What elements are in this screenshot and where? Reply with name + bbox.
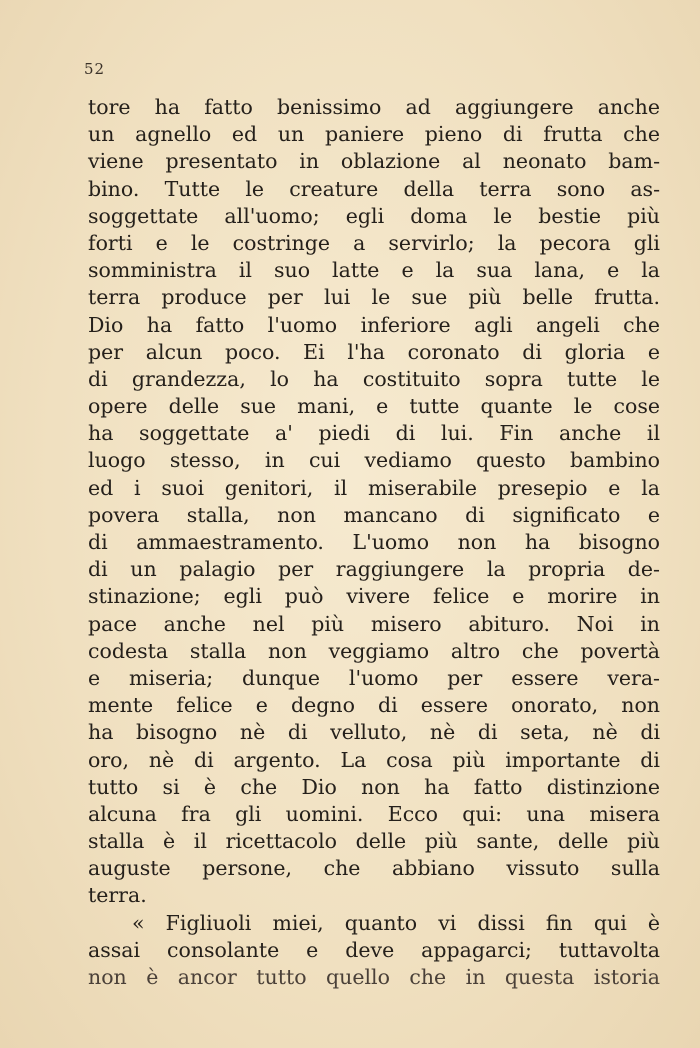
- text-line: codesta stalla non veggiamo altro che povertà: [88, 638, 660, 663]
- text-line: di un palagio per raggiungere la propria de-: [88, 557, 660, 582]
- text-line: stinazione; egli può vivere felice e morire in: [88, 584, 660, 609]
- text-line: di grandezza, lo ha costituito sopra tutte le: [88, 366, 660, 391]
- text-line: soggettate all'uomo; egli doma le bestie più: [88, 203, 660, 228]
- body-text: [88, 94, 660, 991]
- text-line: oro, nè di argento. La cosa più importante di: [88, 747, 660, 772]
- text-line: un agnello ed un paniere pieno di frutta che: [88, 122, 660, 147]
- text-line: opere delle sue mani, e tutte quante le cose: [88, 394, 660, 419]
- text-line: mente felice e degno di essere onorato, non: [88, 693, 660, 718]
- text-line: tore ha fatto benissimo ad aggiungere anche: [88, 95, 660, 119]
- text-line: ed i suoi genitori, il miserabile presepio e la: [88, 475, 660, 500]
- text-line: non è ancor tutto quello che in questa istoria: [88, 965, 660, 989]
- text-line: « Figliuoli miei, quanto vi dissi fin qui è: [132, 910, 660, 935]
- text-line: alcuna fra gli uomini. Ecco qui: una misera: [88, 801, 660, 826]
- text-line: tutto si è che Dio non ha fatto distinzione: [88, 774, 660, 799]
- text-line: bino. Tutte le creature della terra sono as-: [88, 176, 660, 201]
- text-line: povera stalla, non mancano di significato e: [88, 502, 660, 527]
- text-line: di ammaestramento. L'uomo non ha bisogno: [88, 530, 660, 554]
- text-line: ha soggettate a' piedi di lui. Fin anche il: [88, 421, 660, 446]
- text-line: stalla è il ricettacolo delle più sante, delle più: [88, 829, 660, 854]
- text-line: per alcun poco. Ei l'ha coronato di gloria e: [88, 339, 660, 364]
- paragraph-end-line: terra.: [88, 883, 147, 908]
- text-line: ha bisogno nè di velluto, nè di seta, nè di: [88, 720, 660, 745]
- text-line: somministra il suo latte e la sua lana, e la: [88, 258, 660, 283]
- text-line: e miseria; dunque l'uomo per essere vera-: [88, 665, 660, 690]
- text-line: Dio ha fatto l'uomo inferiore agli angeli che: [88, 312, 660, 337]
- text-line: forti e le costringe a servirlo; la pecora gli: [88, 230, 660, 255]
- text-line: luogo stesso, in cui vediamo questo bambino: [88, 448, 660, 473]
- text-line: pace anche nel più misero abituro. Noi in: [88, 611, 660, 636]
- text-line: auguste persone, che abbiano vissuto sulla: [88, 856, 660, 881]
- page-number: 52: [84, 60, 106, 78]
- text-line: terra produce per lui le sue più belle frutta.: [88, 285, 660, 310]
- text-line: assai consolante e deve appagarci; tuttavolta: [88, 937, 660, 962]
- text-line: viene presentato in oblazione al neonato bam-: [88, 149, 660, 174]
